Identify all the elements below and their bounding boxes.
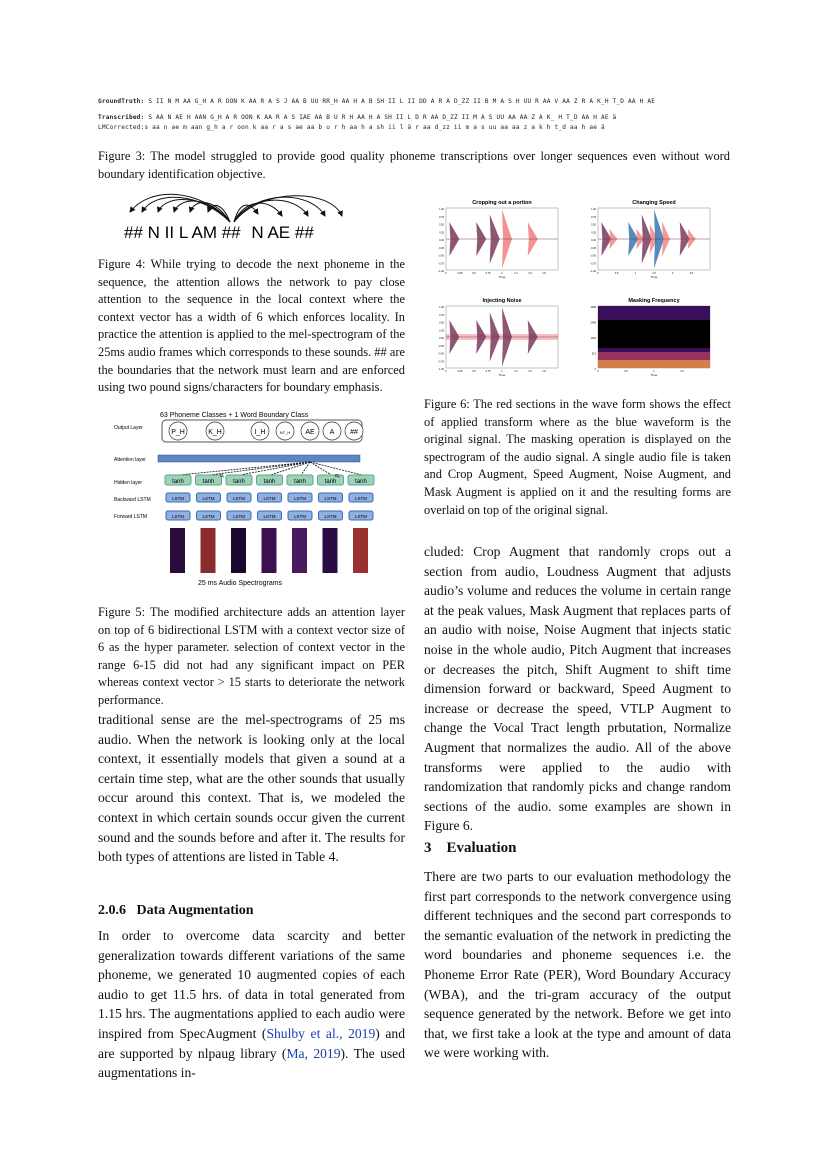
fig5-title: 63 Phoneme Classes + 1 Word Boundary Class: [160, 412, 309, 419]
x-tick: 0.25: [457, 272, 463, 275]
x-tick: 0.25: [457, 370, 463, 373]
y-tick: 0.00: [439, 239, 444, 242]
y-tick: 0.75: [439, 215, 444, 219]
panel-title: Injecting Noise: [482, 298, 522, 304]
panel-title: Masking Frequency: [628, 298, 680, 304]
spectrogram-frame: [292, 528, 307, 573]
x-tick: 0: [597, 370, 599, 373]
x-tick: 0.5: [614, 272, 619, 275]
figure-4-attention-diagram: [110, 188, 350, 240]
y-tick: -0.25: [590, 246, 596, 250]
svg-text:tanh: tanh: [202, 479, 215, 485]
y-tick: 0.50: [439, 223, 444, 227]
x-tick: 0: [597, 272, 599, 275]
alpha-label: α₆: [335, 473, 340, 479]
fig6-panel: [590, 200, 710, 279]
x-tick: 2.5: [689, 272, 694, 275]
y-tick: 0.75: [439, 313, 444, 317]
svg-text:tanh: tanh: [233, 479, 245, 485]
y-tick: 1024: [590, 337, 596, 340]
figure-3-caption: Figure 3: The model struggled to provide good quality phoneme transcriptions over longer sequences even without word boundary identification objective.: [98, 149, 730, 181]
alpha-label: α₁: [220, 473, 225, 479]
y-tick: -1.00: [438, 368, 444, 371]
fig6-panel: [438, 200, 558, 279]
x-tick: 1.5: [528, 370, 532, 373]
y-tick: -0.50: [438, 254, 444, 258]
fig6-panel: [590, 298, 710, 377]
transcribed-line: Transcribed: S AA N AE H AAN G_H A R OON K AA R A S IAE AA B U R H AA H A SH II L D R AA D_ZZ II M A S UU AA AA Z A K_ H T_D AA H AE ä: [98, 114, 617, 121]
x-label: Time: [498, 373, 506, 377]
svg-text:tanh: tanh: [294, 479, 306, 485]
spectrogram-frame: [231, 528, 246, 573]
row-label: Hidden layer: [114, 480, 143, 486]
class-label: NT_H: [279, 430, 291, 435]
svg-text:LSTM: LSTM: [293, 496, 307, 501]
row-label: Attention layer: [114, 457, 146, 463]
svg-text:tanh: tanh: [324, 479, 337, 485]
y-tick: 0.50: [439, 321, 444, 325]
figure-4-caption: Figure 4: While trying to decode the next phoneme in the sequence, the attention allows the network to pay close attention to the sequence in the local context where the context vector has a width of 6 which enforces locality. In practice the attention is applied to the mel-spectrogram of the 25ms audio frames which corresponds to these sounds. ## are the boundaries that the network must learn and are enforced using two pound signs/characters for boundary emphasis.: [98, 257, 405, 395]
y-tick: 0.75: [591, 215, 596, 219]
groundtruth-line: GroundTruth: S II N M AA G_H A R OON K AA R A S J AA B UU RR_H AA H A B SH II L II DD A R A D_ZZ II B M A S H UU R AA V AA Z R A K_H T_D AA H AE: [98, 98, 656, 105]
x-tick: 1.8: [542, 272, 546, 275]
y-tick: 1.00: [439, 306, 444, 309]
x-tick: 0.75: [485, 370, 491, 373]
svg-text:LSTM: LSTM: [263, 496, 276, 501]
y-tick: 0.25: [439, 231, 444, 235]
y-tick: -0.75: [590, 262, 596, 266]
x-tick: 1.5: [652, 272, 656, 275]
citation-shulby[interactable]: Shulby et al., 2019: [266, 1025, 376, 1041]
y-tick: 0.00: [591, 239, 596, 242]
left-paragraph-1: traditional sense are the mel-spectrograms of 25 ms audio. When the network is looking only at the local context, it essentially models that given a sound at a certain time step, what are the other sounds that usually occur around this context. That is, we modeled the context in which certain sounds occur given the current sound and the sounds before and after it. The results for both types of attentions are listed in Table 4.: [98, 712, 405, 865]
x-label: Time: [498, 275, 506, 279]
class-label: AE: [305, 429, 315, 436]
y-tick: 0.25: [439, 329, 444, 333]
spectrogram-frame: [201, 528, 216, 573]
svg-text:LSTM: LSTM: [232, 496, 246, 501]
svg-text:LSTM: LSTM: [171, 496, 185, 501]
x-tick: 1: [501, 272, 503, 275]
class-label: ##: [350, 429, 358, 436]
figure-5-architecture: [110, 405, 390, 590]
svg-text:LSTM: LSTM: [171, 514, 185, 519]
fig4-tokens: ## N II L AM ## N AE ##: [124, 223, 314, 240]
citation-ma[interactable]: Ma, 2019: [286, 1045, 341, 1061]
svg-text:LSTM: LSTM: [202, 514, 215, 519]
x-tick: 1: [634, 272, 637, 275]
svg-text:tanh: tanh: [263, 479, 276, 485]
section-heading-2-0-6: 2.0.6 Data Augmentation: [98, 903, 254, 918]
x-tick: 0: [445, 370, 447, 373]
right-paragraph-2: There are two parts to our evaluation methodology the first part corresponds to the network convergence using different techniques and the second part corresponds to the semantic evaluation of the network in predicting the word boundaries and phoneme sequences i.e. the Phoneme Error Rate (PER), Word Boundary Accuracy (WBA), and the tri-gram accuracy of the output sequence generated by the network. Before we get into that, we first take a look at the type and amount of data we were working with.: [424, 869, 731, 1061]
right-paragraph-1: cluded: Crop Augment that randomly crops out a section from audio, Loudness Augment that adjusts audio’s volume and reduces the volume in certain range at the peak values, Mask Augment that replaces parts of an audio with noise, Noise Augment that injects static noise in the whole audio, Pitch Augment that increases or decreases the pitch, Shift Augment to shift time dimension forward or backward, Speed Augment to increase or decrease the speed, VTLP Augment to change the Vocal Tract length prbutation, Normalize Augment that normalizes the audio. All of the above transforms were applied to the audio with randomization that randomly picks and change random sections of the audio. some examples are shown in Figure 6.: [424, 544, 731, 834]
y-tick: 0.00: [439, 337, 444, 340]
x-tick: 0.5: [624, 370, 628, 373]
y-tick: -0.50: [590, 254, 596, 258]
x-tick: 0.5: [472, 272, 476, 275]
row-label: Forward LSTM: [114, 514, 148, 520]
y-tick: -1.00: [438, 270, 444, 273]
y-tick: 1.00: [439, 208, 444, 211]
y-tick: 0.25: [591, 231, 596, 235]
y-tick: 2048: [590, 321, 596, 325]
x-tick: 1: [653, 370, 655, 373]
x-tick: 1.8: [542, 370, 546, 373]
svg-text:LSTM: LSTM: [354, 514, 368, 519]
x-tick: 1: [501, 370, 503, 373]
spectrogram-frame: [170, 528, 185, 573]
figure-5-caption: Figure 5: The modified architecture adds an attention layer on top of 6 bidirectional LSTM with a context vector size of 6 as the hyper parameter. selection of context vector in the range 6-15 did not had any significant impact on PER whereas context vector > 15 starts to deteriorate the network performance.: [98, 605, 405, 707]
svg-text:tanh: tanh: [355, 479, 367, 485]
section-heading-3: 3 Evaluation: [424, 840, 517, 856]
x-label: Time: [650, 373, 658, 377]
left-paragraph-2: In order to overcome data scarcity and better generalization towards different variations of the same phoneme, we generated 10 augmented copies of each audio to get 11.5 hrs. of data in total generated from 1.15 hrs. The augmentations applied to each audio were inspired from SpecAugment (Shulby et al., 2019) and are supported by nlpaug library (Ma, 2019). The used augmentations in-: [98, 928, 406, 1081]
y-tick: 0: [594, 368, 596, 371]
row-label: Output Layer: [114, 425, 143, 431]
fig5-footer: 25 ms Audio Spectrograms: [198, 580, 283, 587]
y-tick: 4096: [590, 306, 596, 309]
y-tick: 512: [591, 352, 596, 356]
y-tick: -0.25: [438, 344, 444, 348]
x-tick: 1.2: [514, 272, 518, 275]
class-label: K_H: [208, 429, 222, 436]
figure-6-augmentations: [430, 196, 730, 386]
x-tick: 1.5: [680, 370, 684, 373]
x-tick: 1.5: [528, 272, 532, 275]
panel-title: Changing Speed: [632, 200, 676, 206]
svg-text:LSTM: LSTM: [202, 496, 215, 501]
row-label: Backward LSTM: [114, 497, 151, 503]
x-tick: 1.2: [514, 370, 518, 373]
x-tick: 0.75: [485, 272, 491, 275]
fig6-panel: [438, 298, 558, 377]
class-label: P_H: [171, 429, 185, 436]
class-label: I_H: [254, 429, 266, 436]
y-tick: -0.75: [438, 262, 444, 266]
class-label: A: [329, 429, 335, 436]
y-tick: -1.00: [590, 270, 596, 273]
spectrogram-frame: [262, 528, 277, 573]
svg-text:LSTM: LSTM: [354, 496, 368, 501]
figure-6-caption: Figure 6: The red sections in the wave form shows the effect of applied transform where as the blue waveform is the original signal. The masking operation is displayed on the spectrogram of the audio signal. A single audio file is taken and Crop Augment, Speed Augment, Noise Augment, and Mask Augment is applied on it and the resulting forms are overlaid on top of the original signal.: [424, 397, 731, 517]
panel-title: Cropping out a portion: [472, 200, 532, 206]
svg-text:LSTM: LSTM: [263, 514, 276, 519]
y-tick: 1.00: [591, 208, 596, 211]
svg-text:LSTM: LSTM: [324, 514, 337, 519]
y-tick: -0.25: [438, 246, 444, 250]
x-tick: 2: [671, 272, 674, 275]
svg-text:LSTM: LSTM: [232, 514, 246, 519]
y-tick: -0.75: [438, 360, 444, 364]
spectrogram-frame: [353, 528, 368, 573]
spectrogram-frame: [323, 528, 338, 573]
y-tick: 0.50: [591, 223, 596, 227]
x-tick: 0: [445, 272, 447, 275]
svg-text:tanh: tanh: [172, 479, 184, 485]
x-tick: 0.5: [472, 370, 476, 373]
y-tick: -0.50: [438, 352, 444, 356]
lmcorrected-line: LMCorrected:s aa n ae m aan g_h a r oon k aa r a s ae aa b u r h aa h a sh ii l ä r aa d_zz ii m a s uu aa aa z a k h t_d aa h ae ä: [98, 124, 605, 131]
x-label: Time: [650, 275, 658, 279]
svg-text:LSTM: LSTM: [324, 496, 337, 501]
svg-text:LSTM: LSTM: [293, 514, 307, 519]
